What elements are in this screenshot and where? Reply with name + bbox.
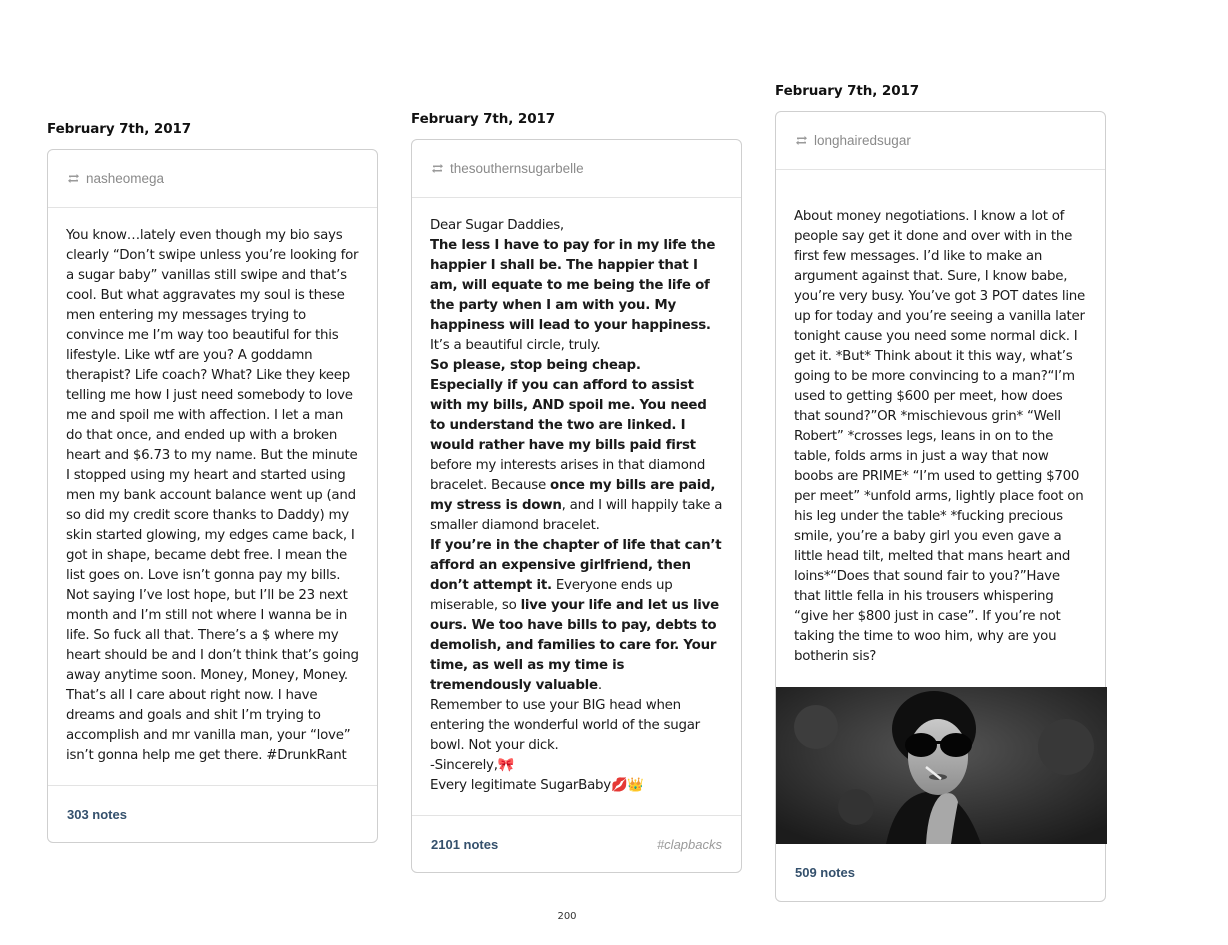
post-text-segment: Every legitimate SugarBaby💋👑 [430,778,644,793]
post-text-segment: The less I have to pay for in my life the happier I shall be. The happier that I am, will equate to me being the life of the party when I am with you. My happiness will lead to your happiness. [430,238,716,333]
post-text-segment: Dear Sugar Daddies, [430,218,564,233]
post-column-1 [47,121,378,843]
post-header [412,140,741,198]
reblog-username[interactable]: nasheomega [86,171,165,186]
post-text-segment: Remember to use your BIG head when entering the wonderful world of the sugar bowl. Not your dick. [430,698,700,753]
post-text-segment: If you’re in the chapter of life that can’t afford an expensive girlfriend, then don’t attempt it. [430,538,722,593]
post-date: February 7th, 2017 [411,111,556,127]
post-column-2 [411,111,742,873]
woman-sunglasses-photo [776,687,1107,844]
post-date: February 7th, 2017 [775,83,920,99]
post-text-segment: , and I will happily take a smaller diamond bracelet. [430,498,723,533]
reblog-icon [67,173,80,184]
post-text-segment: It’s a beautiful circle, truly. [430,338,601,353]
post-card [47,149,378,843]
post-footer [412,815,741,872]
post-text-segment: Everyone ends up miserable, so [430,578,673,613]
post-card [775,111,1106,902]
notes-count[interactable]: 303 notes [67,806,127,822]
post-date: February 7th, 2017 [47,121,192,137]
notes-count[interactable]: 2101 notes [431,836,499,852]
post-text-segment: Especially if you can afford to assist with my bills, AND spoil me. You need to understand the two are linked. I would rather have my bills paid first [430,378,707,453]
post-text-segment: live your life and let us live ours. We too have bills to pay, debts to demolish, and families to care for. Your time, as well as my time is tremendously valuable [430,598,719,693]
post-card [411,139,742,873]
post-text-segment: -Sincerely,🎀 [430,758,515,773]
reblog-icon [795,135,808,146]
reblog-username[interactable]: thesouthernsugarbelle [450,161,584,176]
post-tag[interactable]: #clapbacks [656,836,722,852]
post-body: You know…lately even though my bio says clearly “Don’t swipe unless you’re looking for a sugar baby” vanillas still swipe and that’s cool. But what aggravates my soul is these men entering my messages trying to convince me I’m way too beautiful for this lifestyle. Like wtf are you? A goddamn therapist? Life coach? What? Like they keep telling me how I just need somebody to love me and spoil me with affection. I let a man do that once, and ended up with a broken heart and $6.73 to my name. But the minute I stopped using my heart and started using men my bank account balance went up (and so did my credit score thanks to Daddy) my skin started glowing, my edges came back, I got in shape, became debt free. I mean the list goes on. Love isn’t gonna pay my bills. Not saying I’ve lost hope, but I’ll be 23 next month and I’m still not where I wanna be in life. So fuck all that. There’s a $ where my heart should be and I don’t think that’s going away anytime soon. Money, Money, Money. That’s all I care about right now. I have dreams and goals and shit I’m trying to accomplish and mr vanilla man, your “love” isn’t gonna help me get there. #DrunkRant [66,228,359,763]
page-number: 200 [557,911,577,922]
notes-count[interactable]: 509 notes [795,865,855,880]
post-footer [48,785,377,842]
reblog-icon [431,163,444,174]
post-header [48,150,377,208]
post-text-segment: . [597,678,602,693]
post-header [776,112,1105,170]
post-body: About money negotiations. I know a lot of people say get it done and over with in the first few messages. I’d like to make an argument against that. Sure, I know babe, you’re very busy. You’ve got 3 POT dates line up for today and you’re seeing a vanilla later tonight cause you need some normal dick. I get it. *But* Think about it this way, what’s going to be more convincing to a man?“I’m used to getting $600 per meet, how does that sound?”OR *mischievous grin* “Well Robert” *crosses legs, leans in on to the table, folds arms in just a way that now boobs are PRIME* “I’m used to getting $700 per meet” *unfold arms, lightly place foot on his leg under the table* *fucking precious smile, you’re a baby girl you even gave a little head tilt, melted that mans heart and loins*“Does that sound fair to you?”Have that little fella in his trousers whispering “give her $800 just in case”. If you’re not taking the time to woo him, why are you botherin sis? [794,209,1086,664]
reblog-username[interactable]: longhairedsugar [814,133,911,148]
post-body [412,198,741,815]
post-photo [776,687,1107,844]
post-text-segment: before my interests arises in that diamond bracelet. Because [430,458,706,493]
post-column-3 [775,83,1106,902]
post-text-segment: So please, stop being cheap. [430,358,641,373]
post-text-segment: once my bills are paid, my stress is down [430,478,716,513]
post-footer [776,844,1105,901]
